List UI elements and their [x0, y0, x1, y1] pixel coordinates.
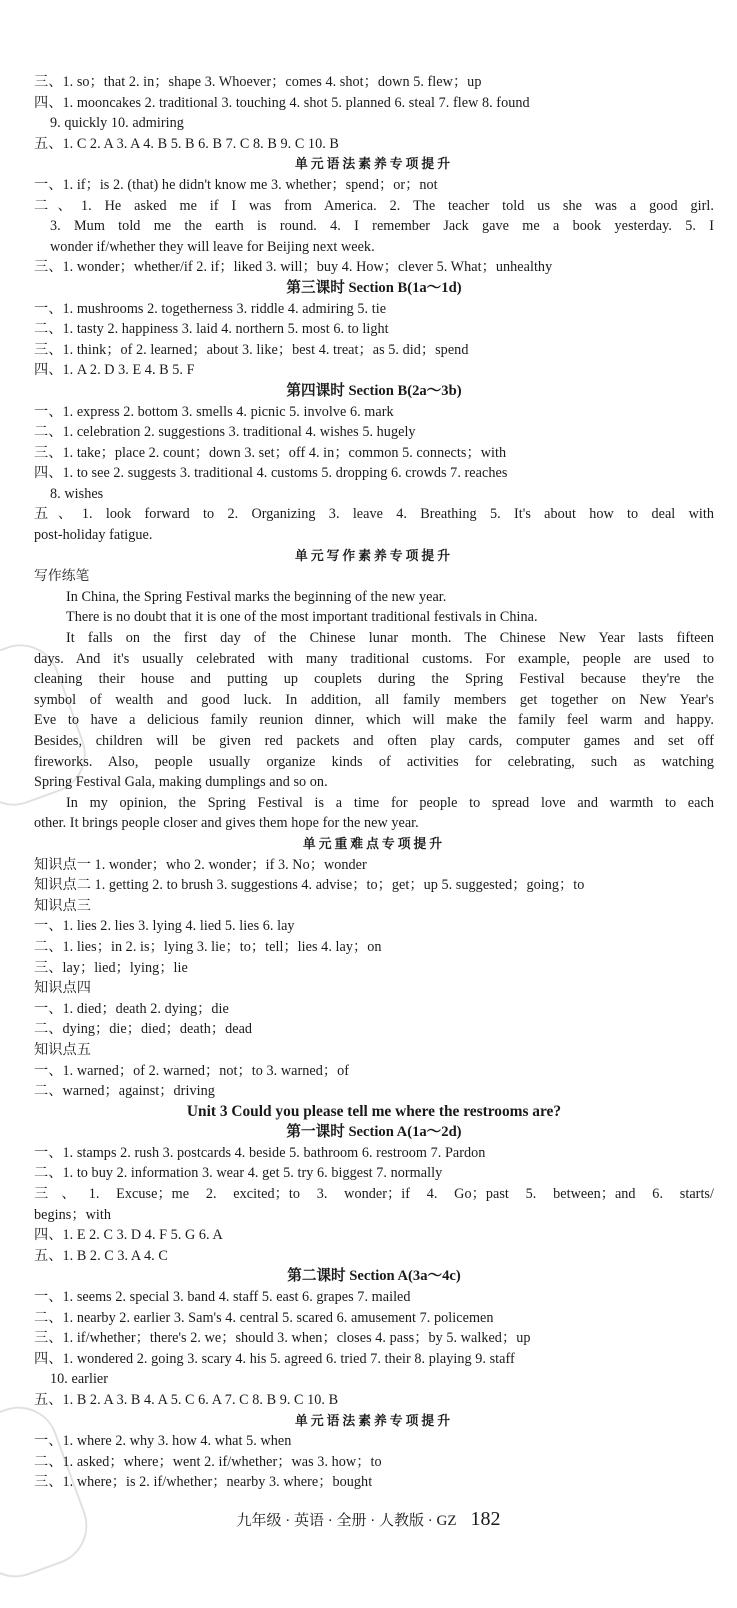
section-heading: 第二课时 Section A(3a～4c): [287, 1268, 461, 1285]
answer-line: Eve to have a delicious family reunion dinner, which will make the family feel warm and happy.: [34, 712, 714, 729]
answer-line: 三、1. so；that 2. in；shape 3. Whoever；comes 4. shot；down 5. flew；up: [34, 74, 482, 90]
section-heading: 第一课时 Section A(1a～2d): [286, 1124, 462, 1141]
answer-line: 四、1. E 2. C 3. D 4. F 5. G 6. A: [34, 1227, 223, 1244]
answer-key-page: [34, 72, 714, 1493]
answer-line: 五、1. C 2. A 3. A 4. B 5. B 6. B 7. C 8. B 9. C 10. B: [34, 135, 339, 152]
answer-line: 三、1. wonder；whether/if 2. if；liked 3. will；buy 4. How；clever 5. What；unhealthy: [34, 259, 553, 276]
answer-line: fireworks. Also, people usually organize kinds of activities for celebrating, such as watching: [34, 753, 714, 770]
section-heading: 第三课时 Section B(1a～1d): [286, 279, 462, 296]
answer-line: 二、warned；against；driving: [34, 1083, 215, 1100]
page-number: 182: [470, 1508, 501, 1530]
answer-line: other. It brings people closer and gives them hope for the new year.: [34, 815, 419, 832]
answer-line: 知识点三: [34, 897, 91, 914]
section-heading: 单元语法素养专项提升: [295, 157, 453, 172]
answer-line: 知识点二 1. getting 2. to brush 3. suggestions 4. advise；to；get；up 5. suggested；going；to: [34, 877, 585, 894]
answer-line: It falls on the first day of the Chinese lunar month. The Chinese New Year lasts fifteen: [66, 630, 714, 647]
answer-line: 三、1. where；is 2. if/whether；nearby 3. where；bought: [34, 1474, 373, 1491]
answer-line: 9. quickly 10. admiring: [50, 115, 184, 132]
answer-line: Besides, children will be given red packets and often play cards, computer games and set off: [34, 733, 714, 749]
page-footer: [0, 1508, 737, 1531]
section-heading: 第四课时 Section B(2a～3b): [286, 382, 462, 399]
answer-line: 10. earlier: [50, 1371, 109, 1388]
section-heading: 单元写作素养专项提升: [295, 548, 453, 563]
answer-line: 知识点一 1. wonder；who 2. wonder；if 3. No；wonder: [34, 856, 367, 873]
answer-line: 五、1. B 2. A 3. B 4. A 5. C 6. A 7. C 8. B 9. C 10. B: [34, 1392, 339, 1408]
answer-line: 二、1. nearby 2. earlier 3. Sam's 4. central 5. scared 6. amusement 7. policemen: [34, 1309, 494, 1326]
answer-line: 二、dying；die；died；death；dead: [34, 1021, 253, 1038]
answer-line: 二、1. tasty 2. happiness 3. laid 4. northern 5. most 6. to light: [34, 321, 389, 338]
answer-line: 四、1. A 2. D 3. E 4. B 5. F: [34, 362, 195, 379]
answer-line: In my opinion, the Spring Festival is a time for people to spread love and warmth to each: [66, 794, 714, 811]
answer-line: 三、1. if/whether；there's 2. we；should 3. when；closes 4. pass；by 5. walked；up: [34, 1330, 531, 1347]
answer-line: There is no doubt that it is one of the most important traditional festivals in China.: [66, 609, 538, 626]
answer-line: 三、1. take；place 2. count；down 3. set；off 4. in；common 5. connects；with: [34, 444, 507, 461]
section-heading: 单元重难点专项提升: [302, 836, 446, 851]
answer-line: 知识点四: [34, 980, 91, 997]
answer-line: 一、1. died；death 2. dying；die: [34, 1000, 229, 1017]
answer-line: 二、1. lies；in 2. is；lying 3. lie；to；tell；lies 4. lay；on: [34, 938, 382, 955]
answer-line: 一、1. lies 2. lies 3. lying 4. lied 5. lies 6. lay: [34, 918, 295, 935]
answer-line: 一、1. if；is 2. (that) he didn't know me 3. whether；spend；or；not: [34, 176, 438, 193]
answer-line: symbol of wealth and good luck. In addition, all family members get together on New Year's: [34, 691, 714, 708]
answer-line: 四、1. mooncakes 2. traditional 3. touching 4. shot 5. planned 6. steal 7. flew 8. found: [34, 94, 530, 111]
answer-line: 一、1. stamps 2. rush 3. postcards 4. beside 5. bathroom 6. restroom 7. Pardon: [34, 1144, 486, 1161]
answer-line: post-holiday fatigue.: [34, 527, 153, 544]
answer-line: 三、1. Excuse；me 2. excited；to 3. wonder；if 4. Go；past 5. between；and 6. starts/: [34, 1186, 714, 1203]
answer-line: 一、1. express 2. bottom 3. smells 4. picnic 5. involve 6. mark: [34, 403, 394, 420]
answer-line: 三、lay；lied；lying；lie: [34, 959, 188, 976]
answer-line: 四、1. to see 2. suggests 3. traditional 4. customs 5. dropping 6. crowds 7. reaches: [34, 465, 508, 482]
answer-line: 三、1. think；of 2. learned；about 3. like；best 4. treat；as 5. did；spend: [34, 341, 469, 358]
section-heading: Unit 3 Could you please tell me where the restrooms are?: [186, 1102, 562, 1120]
answer-line: cleaning their house and putting up couplets during the Spring Festival because they're the: [34, 671, 714, 688]
section-heading: 单元语法素养专项提升: [295, 1413, 453, 1428]
answer-line: 8. wishes: [50, 485, 104, 502]
footer-book-info: 九年级 · 英语 · 全册 · 人教版 · GZ: [236, 1513, 457, 1529]
answer-line: 一、1. warned；of 2. warned；not；to 3. warned；of: [34, 1062, 350, 1079]
answer-line: days. And it's usually celebrated with many traditional customs. For example, people are used to: [34, 650, 714, 667]
answer-line: 二、1. celebration 2. suggestions 3. traditional 4. wishes 5. hugely: [34, 424, 416, 441]
answer-line: In China, the Spring Festival marks the beginning of the new year.: [66, 588, 447, 605]
answer-line: wonder if/whether they will leave for Beijing next week.: [50, 238, 375, 255]
answer-line: Spring Festival Gala, making dumplings and so on.: [34, 774, 328, 791]
answer-line: 二、1. to buy 2. information 3. wear 4. get 5. try 6. biggest 7. normally: [34, 1165, 443, 1182]
answer-line: 五、1. look forward to 2. Organizing 3. leave 4. Breathing 5. It's about how to deal with: [34, 506, 714, 523]
answer-line: 知识点五: [34, 1041, 91, 1058]
answer-line: begins；with: [34, 1206, 112, 1223]
answer-line: 一、1. mushrooms 2. togetherness 3. riddle 4. admiring 5. tie: [34, 300, 387, 317]
answer-line: 写作练笔: [34, 568, 90, 584]
answer-line: 二、1. He asked me if I was from America. 2. The teacher told us she was a good girl.: [34, 197, 714, 214]
answer-line: 一、1. where 2. why 3. how 4. what 5. when: [34, 1433, 292, 1450]
answer-line: 五、1. B 2. C 3. A 4. C: [34, 1247, 168, 1264]
answer-line: 二、1. asked；where；went 2. if/whether；was 3. how；to: [34, 1453, 382, 1470]
answer-line: 一、1. seems 2. special 3. band 4. staff 5. east 6. grapes 7. mailed: [34, 1289, 411, 1306]
answer-line: 3. Mum told me the earth is round. 4. I remember Jack gave me a book yesterday. 5. I: [50, 218, 714, 235]
answer-line: 四、1. wondered 2. going 3. scary 4. his 5. agreed 6. tried 7. their 8. playing 9. staff: [34, 1350, 515, 1367]
